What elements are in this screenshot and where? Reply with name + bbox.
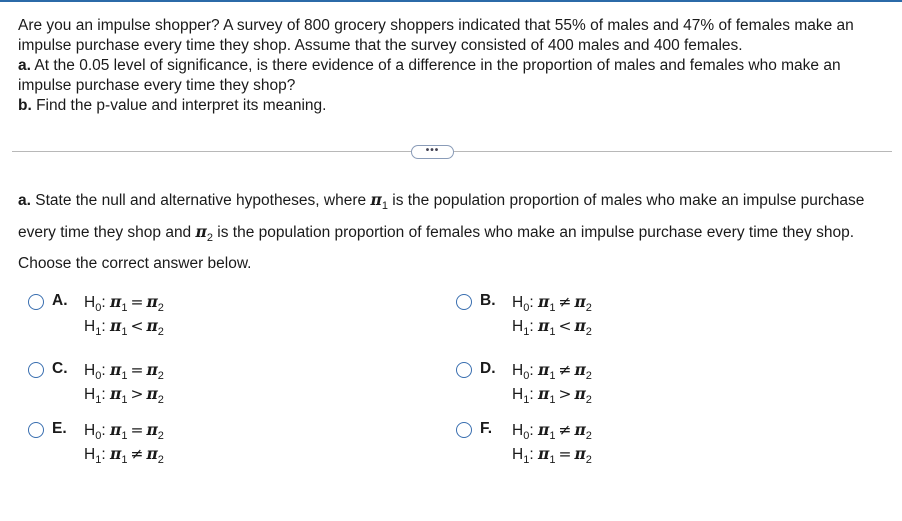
hypothesis-subscript: 0 — [523, 302, 530, 314]
pi-subscript: 1 — [549, 326, 556, 338]
pi-symbol: π — [537, 420, 550, 439]
pi-symbol: π — [146, 316, 158, 335]
choice-letter: B. — [480, 292, 496, 309]
pi-symbol: π — [146, 360, 158, 379]
pi-symbol: π — [537, 384, 550, 403]
pi-subscript: 1 — [121, 454, 128, 466]
expand-more-button[interactable]: ••• — [411, 145, 454, 159]
pi-symbol: π — [109, 420, 122, 439]
pi-subscript: 2 — [157, 370, 164, 382]
pi-symbol: π — [574, 444, 586, 463]
choice-letter: C. — [52, 360, 68, 377]
hypothesis-subscript: 0 — [95, 302, 102, 314]
pi-symbol: π — [574, 420, 586, 439]
radio-button[interactable] — [456, 294, 472, 310]
hypothesis-symbol: H — [512, 294, 524, 311]
pi-subscript: 2 — [585, 394, 592, 406]
pi-subscript: 1 — [121, 326, 128, 338]
choice-f[interactable] — [456, 418, 686, 468]
radio-button[interactable] — [456, 422, 472, 438]
pi-subscript: 2 — [585, 430, 592, 442]
hypothesis-symbol: H — [512, 446, 524, 463]
hypothesis-symbol: H — [84, 362, 96, 379]
pi-subscript: 2 — [157, 430, 164, 442]
pi-symbol: π — [537, 444, 550, 463]
pi-symbol: π — [146, 292, 158, 311]
relation-operator: < — [558, 317, 572, 335]
choice-letter: D. — [480, 360, 496, 377]
pi-subscript: 2 — [157, 326, 164, 338]
pi-subscript: 1 — [549, 370, 556, 382]
radio-button[interactable] — [28, 362, 44, 378]
radio-button[interactable] — [456, 362, 472, 378]
hypothesis-symbol: H — [512, 422, 524, 439]
null-hypothesis: $H_0$: $\pi_1 \ne \pi_2$ — [512, 360, 592, 382]
pi-symbol: π — [537, 316, 550, 335]
pi-symbol: π — [537, 292, 550, 311]
null-hypothesis: $H_0$: $\pi_1 = \pi_2$ — [84, 420, 164, 442]
choice-letter: A. — [52, 292, 68, 309]
pi-symbol: π — [574, 360, 586, 379]
choice-letter: F. — [480, 420, 493, 437]
relation-operator: > — [558, 385, 572, 403]
pi-subscript: 2 — [157, 394, 164, 406]
choice-d[interactable] — [456, 358, 686, 408]
hypothesis-subscript: 1 — [95, 326, 102, 338]
pi-symbol: π — [109, 292, 122, 311]
hypothesis-symbol: H — [84, 318, 96, 335]
choice-e[interactable] — [28, 418, 258, 468]
alternative-hypothesis: $H_1$: $\pi_1 < \pi_2$ — [84, 316, 164, 338]
pi-subscript: 2 — [585, 370, 592, 382]
question-part-a: a. At the 0.05 level of significance, is there evidence of a difference in the proportion of males and females who make an impulse purchase every time they shop? — [18, 57, 841, 94]
hypothesis-subscript: 0 — [95, 370, 102, 382]
pi-symbol: π — [574, 292, 586, 311]
choice-b[interactable] — [456, 290, 686, 340]
pi-subscript: 1 — [121, 430, 128, 442]
pi-subscript: 1 — [121, 302, 128, 314]
radio-button[interactable] — [28, 294, 44, 310]
pi-symbol: π — [537, 360, 550, 379]
alternative-hypothesis: $H_1$: $\pi_1 > \pi_2$ — [512, 384, 592, 406]
hypothesis-subscript: 0 — [523, 370, 530, 382]
pi-subscript: 1 — [549, 394, 556, 406]
null-hypothesis: $H_0$: $\pi_1 \ne \pi_2$ — [512, 420, 592, 442]
relation-operator: ≠ — [558, 361, 572, 379]
relation-operator: ≠ — [558, 421, 572, 439]
hypothesis-subscript: 0 — [523, 430, 530, 442]
hypothesis-symbol: H — [512, 318, 524, 335]
pi-subscript: 1 — [549, 454, 556, 466]
choice-letter: E. — [52, 420, 67, 437]
hypothesis-subscript: 1 — [523, 326, 530, 338]
hypothesis-subscript: 1 — [523, 394, 530, 406]
radio-button[interactable] — [28, 422, 44, 438]
relation-operator: = — [130, 361, 144, 379]
hypothesis-symbol: H — [84, 386, 96, 403]
pi-subscript: 2 — [157, 302, 164, 314]
alternative-hypothesis: $H_1$: $\pi_1 \ne \pi_2$ — [84, 444, 164, 466]
hypothesis-symbol: H — [84, 294, 96, 311]
question-part-b: b. Find the p-value and interpret its meaning. — [18, 97, 327, 114]
question-intro: Are you an impulse shopper? A survey of 800 grocery shoppers indicated that 55% of males and 47% of females make an impulse purchase every time they shop. Assume that the survey consisted of 400 males and 400 females. — [18, 17, 854, 54]
pi-subscript: 1 — [549, 302, 556, 314]
pi-symbol: π — [146, 444, 158, 463]
relation-operator: ≠ — [130, 445, 144, 463]
pi-subscript: 2 — [585, 454, 592, 466]
choice-a[interactable] — [28, 290, 258, 340]
pi-subscript: 2 — [157, 454, 164, 466]
pi-symbol: π — [109, 316, 122, 335]
pi-subscript: 2 — [585, 326, 592, 338]
relation-operator: > — [130, 385, 144, 403]
alternative-hypothesis: $H_1$: $\pi_1 < \pi_2$ — [512, 316, 592, 338]
pi-subscript: 1 — [121, 370, 128, 382]
choice-c[interactable] — [28, 358, 258, 408]
hypothesis-subscript: 1 — [95, 394, 102, 406]
pi-symbol: π — [146, 420, 158, 439]
hypothesis-symbol: H — [512, 362, 524, 379]
alternative-hypothesis: $H_1$: $\pi_1 > \pi_2$ — [84, 384, 164, 406]
hypothesis-subscript: 1 — [523, 454, 530, 466]
part-a-instructions: a. State the null and alternative hypotheses, where $\pi_1$ is the population proportion of males who make an impulse purchase every time they shop and $\pi_2$ is the population proportion of females who make an impulse purchase every time they shop. Choose the correct answer below. — [18, 190, 865, 272]
relation-operator: = — [558, 445, 572, 463]
pi-subscript: 2 — [585, 302, 592, 314]
relation-operator: ≠ — [558, 293, 572, 311]
alternative-hypothesis: $H_1$: $\pi_1 = \pi_2$ — [512, 444, 592, 466]
hypothesis-subscript: 1 — [95, 454, 102, 466]
pi-symbol: π — [574, 316, 586, 335]
null-hypothesis: $H_0$: $\pi_1 = \pi_2$ — [84, 360, 164, 382]
null-hypothesis: $H_0$: $\pi_1 = \pi_2$ — [84, 292, 164, 314]
pi-subscript: 1 — [549, 430, 556, 442]
null-hypothesis: $H_0$: $\pi_1 \ne \pi_2$ — [512, 292, 592, 314]
pi-symbol: π — [109, 360, 122, 379]
pi-symbol: π — [109, 384, 122, 403]
pi-symbol: π — [146, 384, 158, 403]
relation-operator: = — [130, 293, 144, 311]
hypothesis-symbol: H — [512, 386, 524, 403]
hypothesis-subscript: 0 — [95, 430, 102, 442]
hypothesis-symbol: H — [84, 422, 96, 439]
hypothesis-symbol: H — [84, 446, 96, 463]
pi-subscript: 1 — [121, 394, 128, 406]
pi-symbol: π — [109, 444, 122, 463]
relation-operator: = — [130, 421, 144, 439]
pi-symbol: π — [574, 384, 586, 403]
relation-operator: < — [130, 317, 144, 335]
